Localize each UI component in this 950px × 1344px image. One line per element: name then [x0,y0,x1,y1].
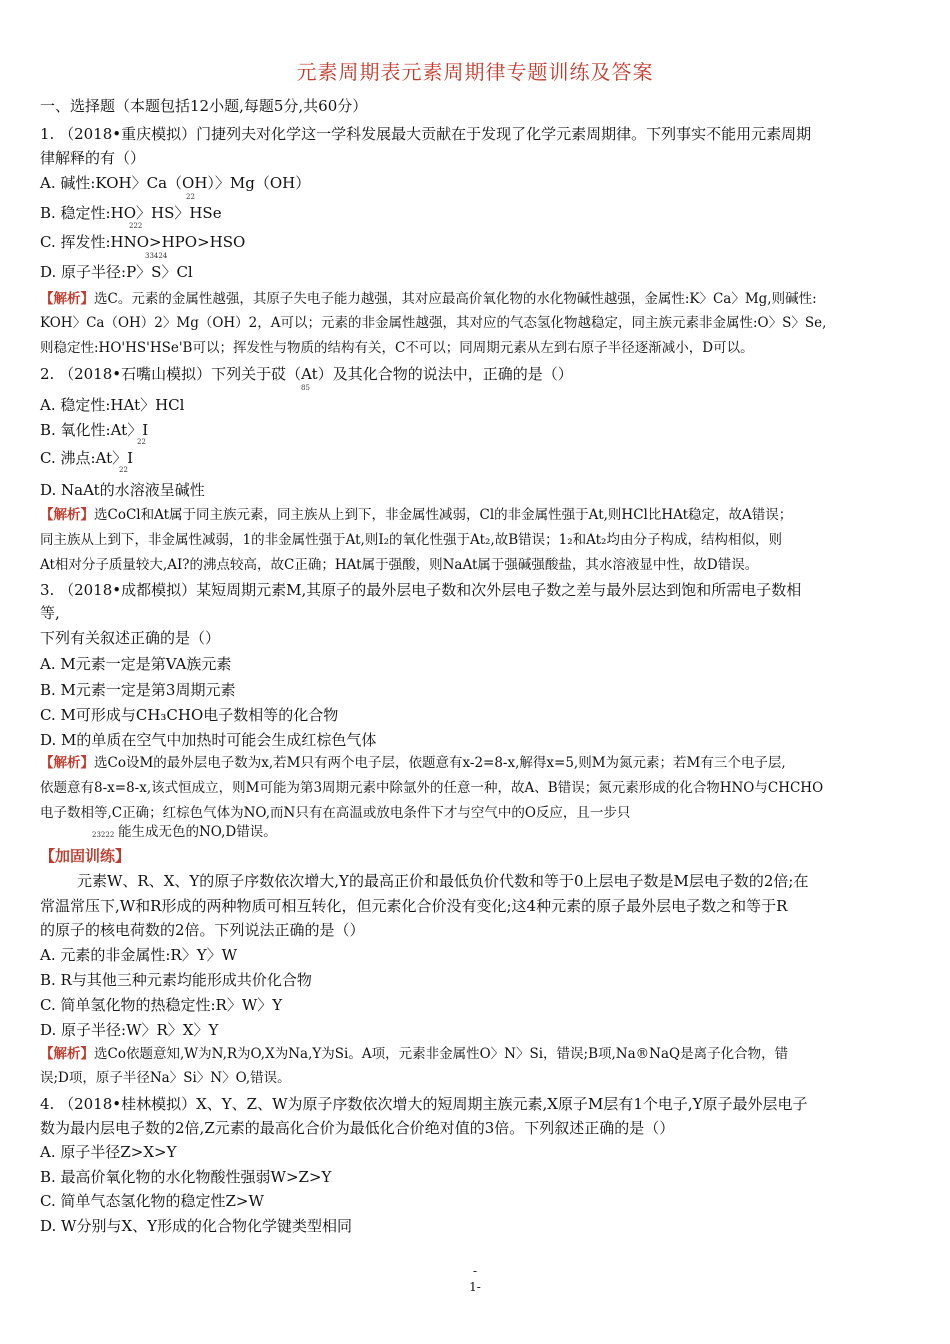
q1-explanation-line2: KOH〉Ca（OH）2〉Mg（OH）2，A可以；元素的非金属性越强，其对应的气态氢化物越稳定，同主族元素非金属性:O〉S〉Se, [40,315,827,331]
explanation-tag: 【解析】 [40,755,94,771]
extra-stem-line2: 常温常压下,W和R形成的两种物质可相互转化，但元素化合价没有变化;这4种元素的原子最外层电子数之和等于R [40,897,788,915]
extra-option-b: B. R与其他三种元素均能形成共价化合物 [40,971,312,989]
q3-stem-line2: 等, [40,604,60,622]
q1-explanation-line3: 则稳定性:HO'HS'HSe'B可以；挥发性与物质的结构有关，C不可以；同周期元素从左到右原子半径逐渐减小，D可以。 [40,340,754,356]
q2-stem: 2. （2018•石嘴山模拟）下列关于砹（At）及其化合物的说法中，正确的是（） [40,365,573,383]
extra-option-c: C. 简单氢化物的热稳定性:R〉W〉Y [40,996,283,1014]
q2-d-subscript: 22 [119,466,128,474]
reinforcement-header: 【加固训练】 [40,847,131,865]
q1-explanation-text: 选C。元素的金属性越强，其原子失电子能力越强，其对应最高价氧化物的水化物碱性越强，金属性:K〉Ca〉Mg,则碱性: [94,291,817,307]
q3-explanation-text: 选Co设M的最外层电子数为x,若M只有两个电子层，依题意有x-2=8-x,解得x=5,则M为氮元素；若M有三个电子层, [94,755,786,771]
q4-option-b: B. 最高价氧化物的水化物酸性强弱W>Z>Y [40,1168,332,1186]
q2-option-b: B. 氧化性:At〉I [40,421,149,439]
q1-explanation-line1 [40,290,817,308]
q1-c-subscript: 222 [129,222,143,230]
q3-option-c: C. M可形成与CH₃CHO电子数相等的化合物 [40,706,339,724]
q3-option-b: B. M元素一定是第3周期元素 [40,681,236,699]
q3-exp-subscript: 23222 [92,831,115,839]
q2-explanation-line3: At相对分子质量较大,AI?的沸点较高，故C正确；HAt属于强酸，则NaAt属于强碱强酸盐，其水溶液显中性，故D错误。 [40,557,759,573]
q3-stem-line1: 3. （2018•成都模拟）某短周期元素M,其原子的最外层电子数和次外层电子数之差与最外层达到饱和所需电子数相 [40,581,802,599]
q1-stem-line2: 律解释的有（） [40,149,146,167]
explanation-tag: 【解析】 [40,291,94,307]
explanation-tag: 【解析】 [40,507,94,523]
explanation-tag: 【解析】 [40,1046,94,1062]
footer-dash: - [472,1264,478,1278]
extra-stem-line3: 的原子的核电荷数的2倍。下列说法正确的是（） [40,921,365,939]
q1-option-a: A. 碱性:KOH〉Ca（OH）〉Mg（OH） [40,174,311,192]
q2-explanation-line2: 同主族从上到下，非金属性减弱，1的非金属性强于At,则I₂的氧化性强于At₂,故B错误；1₂和At₂均由分子构成，结构相似，则 [40,532,782,548]
q1-b-subscript: 22 [186,193,195,201]
q4-option-c: C. 简单气态氢化物的稳定性Z>W [40,1192,264,1210]
q3-stem-line3: 下列有关叙述正确的是（） [40,629,221,647]
q4-stem-line2: 数为最内层电子数的2倍,Z元素的最高化合价为最低化合价绝对值的3倍。下列叙述正确的是（） [40,1119,675,1137]
q3-option-d: D. M的单质在空气中加热时可能会生成红棕色气体 [40,731,377,749]
q2-explanation-text: 选CoCl和At属于同主族元素，同主族从上到下，非金属性减弱，Cl的非金属性强于At,则HCl比HAt稳定，故A错误； [94,507,793,523]
q4-option-d: D. W分别与X、Y形成的化合物化学键类型相同 [40,1217,353,1235]
q2-c-subscript: 22 [137,438,146,446]
q3-explanation-line1 [40,754,786,772]
extra-explanation-line1 [40,1045,788,1063]
q4-stem-line1: 4. （2018•桂林模拟）X、Y、Z、W为原子序数依次增大的短周期主族元素,X原子M层有1个电子,Y原子最外层电子 [40,1095,808,1113]
page-title: 元素周期表元素周期律专题训练及答案 [296,60,654,84]
extra-option-a: A. 元素的非金属性:R〉Y〉W [40,946,238,964]
q1-stem-line1: 1. （2018•重庆模拟）门捷列夫对化学这一学科发展最大贡献在于发现了化学元素周期律。下列事实不能用元素周期 [40,125,812,143]
extra-explanation-line2: 误;D项，原子半径Na〉Si〉N〉O,错误。 [40,1070,291,1086]
q3-explanation-line2: 依题意有8-x=8-x,该式恒成立，则M可能为第3周期元素中除氩外的任意一种，故A、B错误；氮元素形成的化合物HNO与CHCHO [40,780,824,796]
extra-option-d: D. 原子半径:W〉R〉X〉Y [40,1021,219,1039]
q3-option-a: A. M元素一定是第VA族元素 [40,655,232,673]
q4-option-a: A. 原子半径Z>X>Y [40,1143,177,1161]
q1-option-c: C. 挥发性:HNO>HPO>HSO [40,233,246,251]
q2-stem-subscript: 85 [301,384,310,392]
extra-explanation-text: 选Co依题意知,W为N,R为O,X为Na,Y为Si。A项，元素非金属性O〉N〉Si，错误;B项,Na®NaQ是离子化合物，错 [94,1046,789,1062]
section-heading: 一、选择题（本题包括12小题,每题5分,共60分） [40,97,368,115]
extra-stem-line1: 元素W、R、X、Y的原子序数依次增大,Y的最高正价和最低负价代数和等于0上层电子数是M层电子数的2倍;在 [77,872,809,890]
q2-option-c: C. 沸点:At〉I [40,449,134,467]
q3-explanation-line4: 能生成无色的NO,D错误。 [118,824,277,840]
q1-option-b: B. 稳定性:HO〉HS〉HSe [40,204,222,222]
q2-explanation-line1 [40,506,792,524]
q1-option-d: D. 原子半径:P〉S〉Cl [40,263,193,281]
q1-d-subscript: 33424 [145,252,168,260]
q2-option-d: D. NaAt的水溶液呈碱性 [40,481,205,499]
page-number: 1- [469,1280,481,1294]
q2-option-a: A. 稳定性:HAt〉HCl [40,396,185,414]
q3-explanation-line3: 电子数相等,C正确；红棕色气体为NO,而N只有在高温或放电条件下才与空气中的O反应，且一步只 [40,805,631,821]
